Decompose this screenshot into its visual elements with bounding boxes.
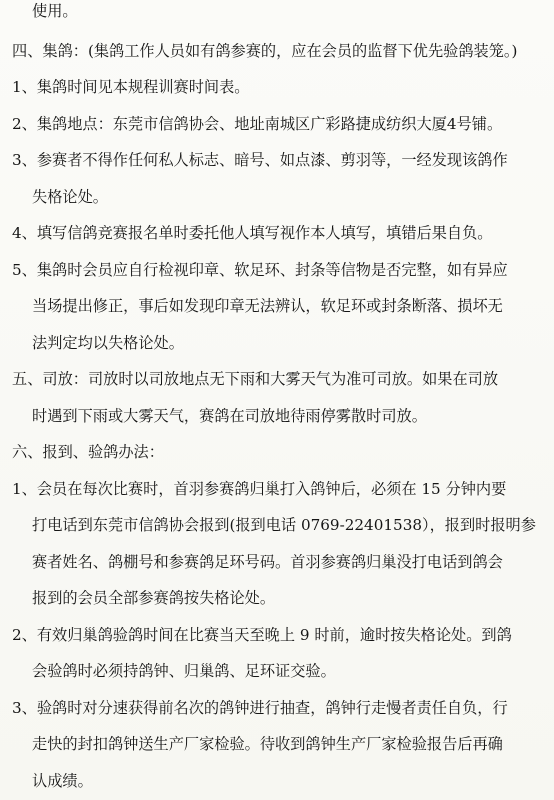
section-heading: 六、报到、验鸽办法： — [12, 443, 164, 461]
paragraph-line: 时遇到下雨或大雾天气，赛鸽在司放地待雨停雾散时司放。 — [32, 407, 427, 425]
section-heading: 五、司放：司放时以司放地点无下雨和大雾天气为准可司放。如果在司放 — [12, 370, 498, 388]
paragraph-line: 失格论处。 — [32, 188, 108, 206]
paragraph-line: 2、有效归巢鸽验鸽时间在比赛当天至晚上 9 时前，逾时按失格论处。到鸽 — [12, 626, 512, 644]
paragraph-line: 3、验鸽时对分速获得前名次的鸽钟进行抽查，鸽钟行走慢者责任自负，行 — [12, 699, 508, 717]
paragraph-line: 打电话到东莞市信鸽协会报到(报到电话 0769-22401538），报到时报明参 — [32, 516, 536, 534]
paragraph-line: 3、参赛者不得作任何私人标志、暗号、如点漆、剪羽等，一经发现该鸽作 — [12, 151, 508, 169]
paragraph-line: 赛者姓名、鸽棚号和参赛鸽足环号码。首羽参赛鸽归巢没打电话到鸽会 — [32, 553, 503, 571]
section-heading: 四、集鸽：(集鸽工作人员如有鸽参赛的，应在会员的监督下优先验鸽装笼。) — [12, 42, 518, 60]
paragraph-line: 1、集鸽时间见本规程训赛时间表。 — [12, 78, 250, 96]
paragraph-line: 使用。 — [32, 2, 78, 20]
paragraph-line: 走快的封扣鸽钟送生产厂家检验。待收到鸽钟生产厂家检验报告后再确 — [32, 735, 503, 753]
paragraph-line: 会验鸽时必须持鸽钟、归巢鸽、足环证交验。 — [32, 662, 336, 680]
paragraph-line: 1、会员在每次比赛时，首羽参赛鸽归巢打入鸽钟后，必须在 15 分钟内要 — [12, 480, 507, 498]
paragraph-line: 5、集鸽时会员应自行检视印章、软足环、封条等信物是否完整，如有异应 — [12, 261, 508, 279]
paragraph-line: 当场提出修正，事后如发现印章无法辨认，软足环或封条断落、损坏无 — [32, 297, 503, 315]
paragraph-line: 4、填写信鸽竞赛报名单时委托他人填写视作本人填写，填错后果自负。 — [12, 224, 493, 242]
paragraph-line: 报到的会员全部参赛鸽按失格论处。 — [32, 589, 275, 607]
paragraph-line: 认成绩。 — [32, 772, 93, 790]
paragraph-line: 2、集鸽地点：东莞市信鸽协会、地址南城区广彩路捷成纺织大厦4号铺。 — [12, 115, 503, 133]
paragraph-line: 法判定均以失格论处。 — [32, 334, 184, 352]
